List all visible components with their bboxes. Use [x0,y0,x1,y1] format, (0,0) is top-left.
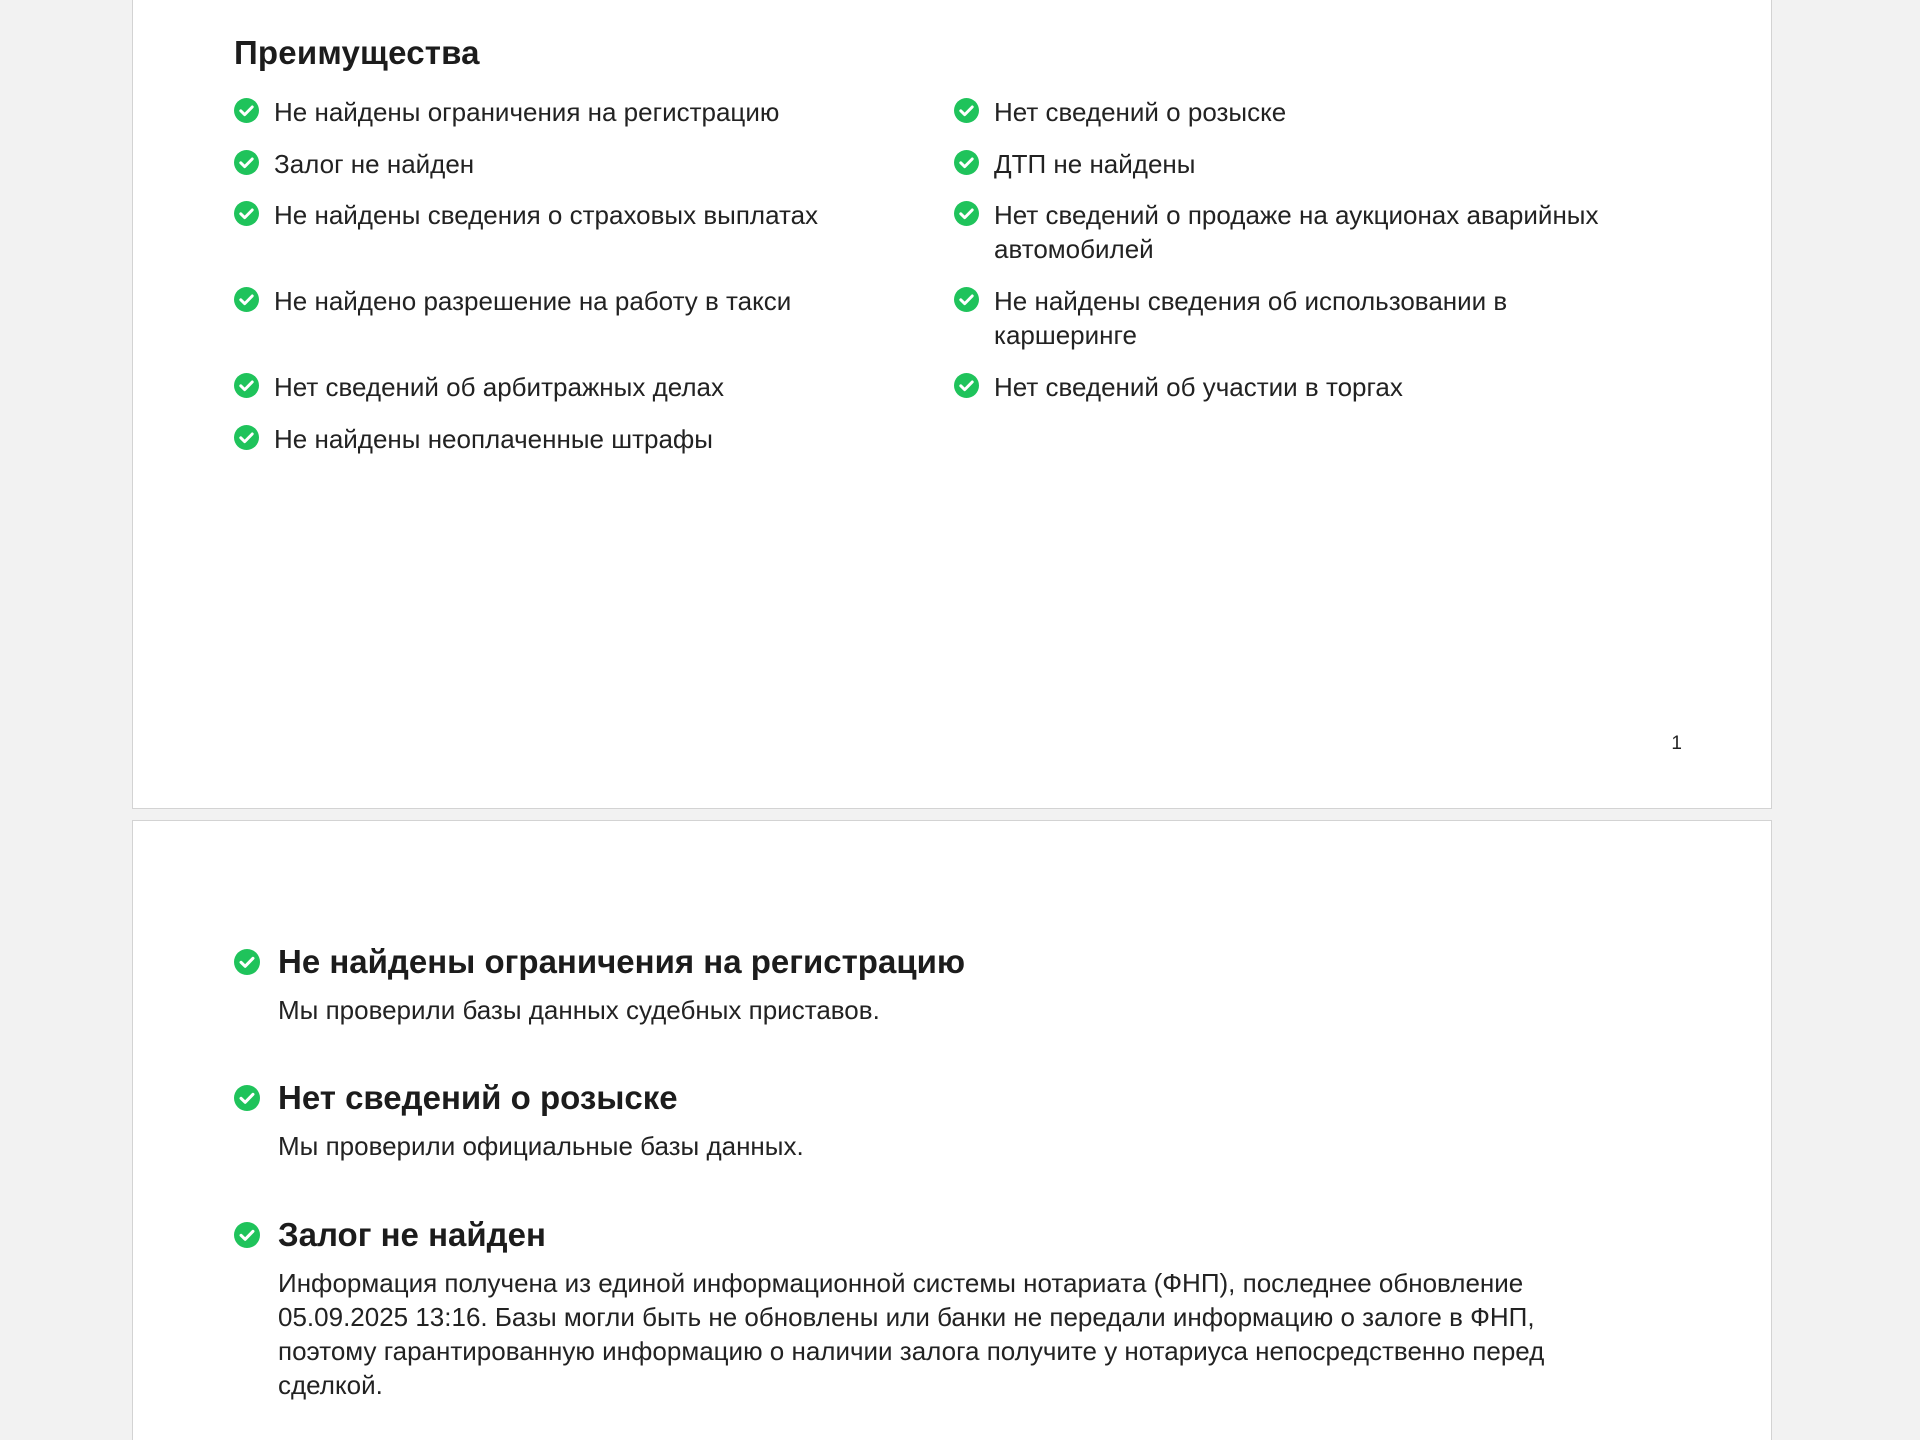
check-circle-icon [954,373,979,398]
check-circle-icon [954,150,979,175]
advantage-text: ДТП не найдены [994,149,1196,179]
document-page-2 [132,820,1772,1440]
check-circle-icon [234,1085,260,1111]
detail-header [234,1216,1654,1254]
detail-section [234,943,1654,1027]
check-circle-icon [234,287,259,312]
advantage-text: Не найдены ограничения на регистрацию [274,97,780,127]
detail-description: Мы проверили официальные базы данных. [278,1131,804,1161]
advantage-item [954,95,1654,129]
advantage-item [234,95,934,129]
detail-section [234,1079,1654,1163]
advantage-text: Не найдены неоплаченные штрафы [274,424,713,454]
advantage-text: Нет сведений о розыске [994,97,1287,127]
check-circle-icon [954,98,979,123]
advantage-item [954,370,1654,404]
check-circle-icon [954,201,979,226]
advantage-item [234,422,934,456]
detail-description: Информация получена из единой информационной системы нотариата (ФНП), последнее обновление 05.09.2025 13:16. Базы могли быть не обновлены или банки не передали информацию о залоге в ФНП, поэтому гарантированную информацию о наличии залога получите у нотариуса непосредственно перед сделкой. [278,1268,1545,1400]
advantage-item [234,370,934,404]
check-circle-icon [234,949,260,975]
check-circle-icon [234,425,259,450]
check-circle-icon [234,373,259,398]
advantage-text: Залог не найден [274,149,475,179]
advantage-text: Нет сведений об участии в торгах [994,372,1403,402]
advantage-text: Не найдены сведения о страховых выплатах [274,200,819,230]
advantage-text: Нет сведений об арбитражных делах [274,372,724,402]
advantage-text: Не найдены сведения об использовании в каршеринге [994,286,1508,350]
detail-header [234,943,1654,981]
document-page-1 [132,0,1772,809]
advantage-item [234,284,934,318]
check-circle-icon [234,150,259,175]
detail-title: Нет сведений о розыске [278,1079,678,1116]
check-circle-icon [954,287,979,312]
check-circle-icon [234,98,259,123]
check-circle-icon [234,1222,260,1248]
advantage-item [954,284,1654,352]
section-title: Преимущества [234,34,480,71]
advantage-item [954,147,1654,181]
advantage-text: Не найдено разрешение на работу в такси [274,286,792,316]
detail-title: Не найдены ограничения на регистрацию [278,943,966,980]
check-circle-icon [234,201,259,226]
detail-header [234,1079,1654,1117]
detail-section [234,1216,1654,1402]
advantage-item [234,198,934,232]
advantage-item [234,147,934,181]
advantage-item [954,198,1654,266]
page-number: 1 [1671,733,1682,754]
detail-description: Мы проверили базы данных судебных приставов. [278,995,880,1025]
advantage-text: Нет сведений о продаже на аукционах аварийных автомобилей [994,200,1599,264]
detail-title: Залог не найден [278,1216,546,1253]
